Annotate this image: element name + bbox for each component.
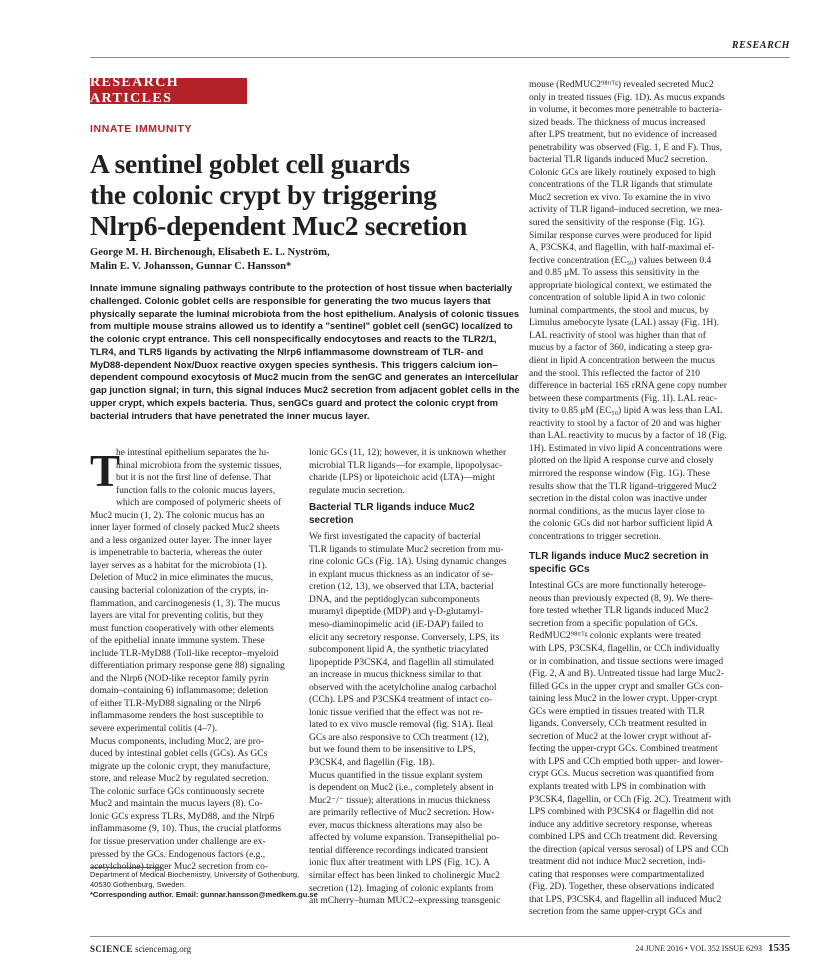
body-line: cretion (12, 13), we observed that LTA, bacterial — [309, 582, 494, 593]
body-line: but it is not the first line of defense. That — [116, 473, 271, 484]
body-line: LPS combined with P3CSK4 or flagellin did not — [529, 807, 714, 818]
body-line: difference in bacterial 16S rRNA gene copy number — [529, 381, 727, 392]
body-line: (CCh). LPS and P3CSK4 treatment of intact co- — [309, 695, 493, 706]
body-line: layers are vital for preventing colitis, but they — [90, 611, 264, 622]
body-line: activity of TLR ligand–induced secretion, we mea- — [529, 205, 723, 216]
body-line: regulate mucin secretion. — [309, 485, 405, 496]
body-line: and a less organized outer layer. The inner layer — [90, 535, 272, 546]
body-line: lated to ex vivo muscle removal (fig. S1A). Ileal — [309, 720, 494, 731]
page-number: 1535 — [768, 942, 790, 954]
author-line: Malin E. V. Johansson, Gunnar C. Hansson* — [90, 261, 292, 272]
body-line: neous than previously expected (8, 9). We there- — [529, 593, 713, 604]
topic-label: INNATE IMMUNITY — [90, 123, 193, 135]
body-line: that LPS, P3CSK4, and flagellin all induced Muc2 — [529, 894, 722, 905]
footnote-line: *Corresponding author. Email: gunnar.hansson@medkem.gu.se — [90, 890, 318, 899]
body-line: TLR ligands to stimulate Muc2 secretion from mu- — [309, 544, 504, 555]
body-line: luminal compartments, the stool and mucus, by — [529, 305, 709, 316]
body-line: observed with the acetylcholine analog carbachol — [309, 682, 497, 693]
body-line: is impenetrable to bacteria, whereas the outer — [90, 548, 263, 559]
body-line: plotted on the lipid A response curve and closely — [529, 456, 714, 467]
body-line: charide (LPS) or lipoteichoic acid (LTA)—might — [309, 473, 495, 484]
abstract-line: MyD88-dependent Nox/Duox reactive oxygen species synthesis. This triggers calcium ion– — [90, 359, 498, 371]
body-line: Limulus amebocyte lysate (LAL) assay (Fig. 1H). — [529, 318, 719, 329]
body-line: A, P3CSK4, and flagellin, with half-maximal ef- — [529, 243, 715, 254]
body-line: secretion in the distal colon was inactive under — [529, 494, 708, 505]
body-line: minal microbiota from the systemic tissues, — [116, 460, 282, 471]
body-line: fecting the upper-crypt GCs. Combined treatment — [529, 744, 718, 755]
body-line: fective concentration (EC₅₀) values between 0.4 — [529, 255, 712, 266]
footer-issue — [635, 942, 790, 954]
body-line: Similar response curves were produced for lipid — [529, 230, 712, 241]
body-line: or in combination, and tissue sections were imaged — [529, 656, 724, 667]
body-line: Mucus components, including Muc2, are pro- — [90, 736, 264, 747]
drop-cap: T — [90, 446, 121, 496]
body-line: (Fig. 2D). Together, these observations indicated — [529, 882, 715, 893]
footer-journal — [90, 944, 191, 954]
body-line: The colonic surface GCs continuously secrete — [90, 786, 265, 797]
affiliation-footnote — [90, 870, 318, 900]
body-line: fore tested whether TLR ligands induced Muc2 — [529, 606, 709, 617]
body-line: Muc2⁻/⁻ tissue); alterations in mucus thickness — [309, 795, 491, 806]
abstract-line: challenged. Colonic goblet cells are responsible for generating the two mucus layers that — [90, 295, 491, 307]
author-line: George M. H. Birchenough, Elisabeth E. L. Nyström, — [90, 247, 330, 258]
body-line: for tissue preservation under challenge are ex- — [90, 836, 266, 847]
body-line: after LPS treatment, but no evidence of increased — [529, 130, 717, 141]
abstract-line: gap junction signal; in turn, this signal induces Muc2 secretion from adjacent goblet cells in the — [90, 385, 520, 396]
body-line: 1H). Estimated in vivo lipid A concentrations were — [529, 443, 723, 454]
body-line: secretion of Muc2 at the lower crypt without af- — [529, 731, 712, 742]
body-line: tivity to 0.85 μM (EC₅₀) lipid A was less than LAL — [529, 406, 723, 417]
body-line: inflammasome renders the host susceptible to — [90, 711, 264, 722]
body-line: mirrored the response window (Fig. 1G). These — [529, 468, 710, 479]
body-line: of the epithelial innate immune system. These — [90, 636, 265, 647]
body-line: meso-diaminopimelic acid (iE-DAP) failed to — [309, 620, 484, 631]
abstract-line: the colonic crypt entrance. This cell nonspecifically endocytoses and reacts to the TLR2/1, — [90, 334, 497, 345]
body-line: mouse (RedMUC2⁹⁸ᵗʳᵀᵍ) revealed secreted Muc2 — [529, 80, 714, 90]
body-line: with LPS, P3CSK4, flagellin, or CCh individually — [529, 643, 720, 654]
body-line: (Fig. 2, A and B). Untreated tissue had large Muc2- — [529, 669, 725, 680]
body-line: penetrability was observed (Fig. 1, E and F). Thus, — [529, 142, 722, 153]
body-line: Muc2 and maintain the mucus layers (8). Co- — [90, 799, 263, 810]
body-line: must function cooperatively with other elements — [90, 623, 274, 634]
body-line: DNA, and the peptidoglycan subcomponents — [309, 594, 480, 605]
section-banner: RESEARCH ARTICLES — [90, 78, 247, 104]
body-line: treatment did not induce Muc2 secretion, indi- — [529, 857, 706, 868]
title-line: A sentinel goblet cell guards — [90, 148, 410, 179]
body-line: between these compartments (Fig. 1I). LAL reac- — [529, 393, 717, 404]
body-line: Deletion of Muc2 in mice eliminates the mucus, — [90, 573, 274, 584]
footer-divider — [90, 936, 790, 937]
body-line: ever, mucus thickness alterations may also be — [309, 820, 482, 831]
abstract-line: Innate immune signaling pathways contribute to the protection of host tissue when bacterially — [90, 283, 513, 294]
section-heading: TLR ligands induce Muc2 secretion in — [529, 551, 709, 563]
body-line: filled GCs in the upper crypt and smaller GCs con- — [529, 681, 723, 692]
body-line: than LAL reactivity to mucus by a factor of 18 (Fig. — [529, 431, 727, 442]
title-line: Nlrp6-dependent Muc2 secretion — [90, 210, 467, 241]
body-line: Muc2 secretion ex vivo. To examine the in vivo — [529, 192, 711, 203]
body-line: dient in lipid A concentration between the mucus — [529, 356, 715, 367]
body-line: flammation, and carcinogenesis (1, 3). The mucus — [90, 598, 281, 609]
body-line: and the Nlrp6 (NOD-like receptor family pyrin — [90, 673, 269, 684]
body-line: lonic GCs express TLRs, MyD88, and the Nlrp6 — [90, 811, 275, 822]
body-line: subcomponent lipid A, the synthetic triacylated — [309, 645, 489, 656]
body-line: duced by intestinal goblet cells (GCs). As GCs — [90, 749, 268, 760]
body-line: the direction (apical versus serosal) of LPS and CCh — [529, 844, 729, 855]
body-line: similar effect has been linked to cholinergic Muc2 — [309, 870, 500, 881]
body-line: migrate up the colonic crypt, they manufacture, — [90, 761, 271, 772]
body-column-1 — [90, 447, 300, 874]
footnote-line: Department of Medical Biochemistry, University of Gothenburg, — [90, 870, 300, 879]
body-line: domain–containing 6) inflammasome; deletion — [90, 686, 269, 697]
body-line: an increase in mucus thickness similar to that — [309, 670, 482, 681]
body-line: Mucus quantified in the tissue explant system — [309, 770, 483, 781]
body-line: store, and release Muc2 by regulated secretion. — [90, 774, 269, 785]
body-line: function falls to the colonic mucus layers, — [116, 485, 276, 496]
body-line: but we found them to be insensitive to LPS, — [309, 745, 476, 756]
body-line: RedMUC2⁹⁸ᵗʳᵀᵍ colonic explants were treated — [529, 631, 701, 642]
body-line: an mCherry–human MUC2–expressing transgenic — [309, 896, 501, 907]
body-line: secretion from the same upper-crypt GCs and — [529, 907, 702, 918]
body-line: P3CSK4, and flagellin (Fig. 1B). — [309, 758, 435, 769]
body-line: appropriate biological context, we estimated the — [529, 280, 712, 291]
body-line: tential difference recordings indicated transient — [309, 845, 489, 856]
body-line: only in treated tissues (Fig. 1D). As mucus expands — [529, 92, 725, 103]
body-line: inflammasome (9, 10). Thus, the crucial platforms — [90, 824, 282, 835]
body-line: he intestinal epithelium separates the lu- — [116, 448, 270, 458]
section-heading: specific GCs — [529, 563, 590, 575]
body-line: normal conditions, as the mucus layer close to — [529, 506, 705, 517]
body-line: sured the sensitivity of the response (Fig. 1G). — [529, 218, 705, 229]
body-column-3 — [529, 79, 731, 919]
body-line: the colonic GCs did not harbor sufficient lipid A — [529, 519, 713, 530]
journal-site: sciencemag.org — [135, 944, 192, 954]
body-line: lonic GCs (11, 12); however, it is unknown whether — [309, 448, 507, 458]
body-line: sized beads. The thickness of mucus increased — [529, 117, 706, 128]
body-line: inner layer formed of closely packed Muc2 sheets — [90, 523, 280, 534]
body-line: acetylcholine) trigger Muc2 secretion from co- — [90, 862, 269, 873]
header-divider — [90, 57, 790, 58]
body-line: induce any additive secretory response, whereas — [529, 819, 713, 830]
body-line: LAL reactivity of stool was higher than that of — [529, 330, 706, 341]
body-line: of either TLR-MyD88 signaling or the Nlrp6 — [90, 698, 261, 709]
body-line: taining less Muc2 in the lower crypt. Upper-crypt — [529, 694, 718, 705]
author-list — [90, 246, 510, 274]
body-line: pressed by the GCs. Endogenous factors (e.g., — [90, 849, 266, 860]
body-line: and the stool. This reflected the factor of 210 — [529, 368, 701, 379]
abstract — [90, 283, 520, 423]
abstract-line: upper crypt, which expels bacteria. Thus, senGCs guard and protect the colonic crypt from — [90, 397, 498, 409]
body-line: crypt GCs. Mucus secretion was quantified from — [529, 769, 714, 780]
body-line: muramyl dipeptide (MDP) and γ-D-glutamyl- — [309, 607, 484, 618]
body-line: Colonic GCs are likely routinely exposed to high — [529, 167, 716, 178]
body-column-2 — [309, 447, 512, 908]
body-line: severe experimental colitis (4–7). — [90, 724, 218, 735]
body-line: secretion from a specific population of GCs. — [529, 618, 698, 629]
abstract-line: from multiple mouse strains allowed us to identify a "sentinel" goblet cell (senGC) localized to — [90, 321, 513, 333]
body-line: differentiation primary response gene 88) signaling — [90, 661, 285, 672]
abstract-line: physically separate the luminal microbiota from the host epithelium. Analysis of colonic tissues — [90, 308, 520, 320]
body-line: are primarily reflective of Muc2 secretion. How- — [309, 808, 495, 819]
abstract-line: bacterial intruders that have penetrated the inner mucus layer. — [90, 410, 370, 422]
journal-name: SCIENCE — [90, 944, 133, 954]
body-line: in volume, it becomes more penetrable to bacteria- — [529, 105, 723, 116]
body-line: Intestinal GCs are more functionally heteroge- — [529, 581, 707, 592]
body-line: affected by volume expansion. Transepithelial po- — [309, 833, 500, 844]
body-line: microbial TLR ligands—for example, lipopolysac- — [309, 460, 503, 471]
body-line: We first investigated the capacity of bacterial — [309, 532, 481, 543]
body-line: with LPS and CCh emptied both upper- and lower- — [529, 756, 723, 767]
body-line: concentration of soluble lipid A in two colonic — [529, 293, 706, 304]
body-line: in explant mucus thickness as an indicator of se- — [309, 569, 494, 580]
body-line: mucus by a factor of 360, indicating a steep gra- — [529, 343, 713, 354]
body-line: causing bacterial colonization of the crypts, in- — [90, 586, 269, 597]
running-header: RESEARCH — [731, 40, 790, 51]
abstract-line: dependent compound exocytosis of Muc2 mucin from the senGC and generates an intercellular — [90, 372, 519, 384]
body-line: P3CSK4, flagellin, or CCh (Fig. 2C). Treatment with — [529, 794, 731, 805]
body-line: ionic flux after treatment with LPS (Fig. 1C). A — [309, 858, 491, 869]
section-heading: Bacterial TLR ligands induce Muc2 — [309, 502, 475, 514]
abstract-line: TLR4, and TLR5 ligands by activating the Nlrp6 inflammasome downstream of TLR- and — [90, 346, 484, 358]
body-line: and 0.85 μM. To assess this sensitivity in the — [529, 268, 699, 279]
body-line: which are composed of polymeric sheets of — [116, 498, 282, 509]
body-line: include TLR-MyD88 (Toll-like receptor–myeloid — [90, 648, 279, 659]
section-heading: secretion — [309, 514, 354, 526]
body-line: lonic tissue verified that the effect was not re- — [309, 707, 483, 718]
body-line: ligands. Conversely, CCh treatment resulted in — [529, 719, 707, 730]
body-line: rine colonic GCs (Fig. 1A). Using dynamic changes — [309, 557, 507, 568]
body-line: lipopeptide P3CSK4, and flagellin all stimulated — [309, 657, 494, 668]
footnote-line: 40530 Gothenburg, Sweden. — [90, 880, 186, 889]
body-line: combined LPS and CCh treatment did. Reversing — [529, 832, 718, 843]
body-line: GCs were emptied in tissues treated with TLR — [529, 706, 705, 717]
body-line: elicit any secretory response. Conversely, LPS, its — [309, 632, 500, 643]
body-line: explants treated with LPS in combination with — [529, 781, 706, 792]
body-line: layer serves as a habitat for the microbiota (1). — [90, 560, 267, 571]
body-line: reactivity to stool by a factor of 20 and was higher — [529, 418, 721, 429]
body-line: is dependent on Muc2 (i.e., completely absent in — [309, 783, 494, 794]
body-line: results show that the TLR ligand–triggered Muc2 — [529, 481, 717, 492]
issue-info: 24 JUNE 2016 • VOL 352 ISSUE 6293 — [635, 944, 762, 953]
article-title — [90, 148, 510, 241]
body-line: concentrations to trigger secretion. — [529, 531, 661, 542]
footnote-divider — [90, 867, 162, 868]
body-line: GCs are also responsive to CCh treatment (12), — [309, 732, 489, 743]
title-line: the colonic crypt by triggering — [90, 179, 437, 210]
body-line: cating that responses were compartmentalized — [529, 869, 705, 880]
body-line: bacterial TLR ligands induced Muc2 secretion. — [529, 155, 708, 166]
body-line: secretion (12). Imaging of colonic explants from — [309, 883, 494, 894]
body-line: concentrations of the TLR ligands that stimulate — [529, 180, 713, 191]
body-line: Muc2 mucin (1, 2). The colonic mucus has an — [90, 510, 265, 521]
